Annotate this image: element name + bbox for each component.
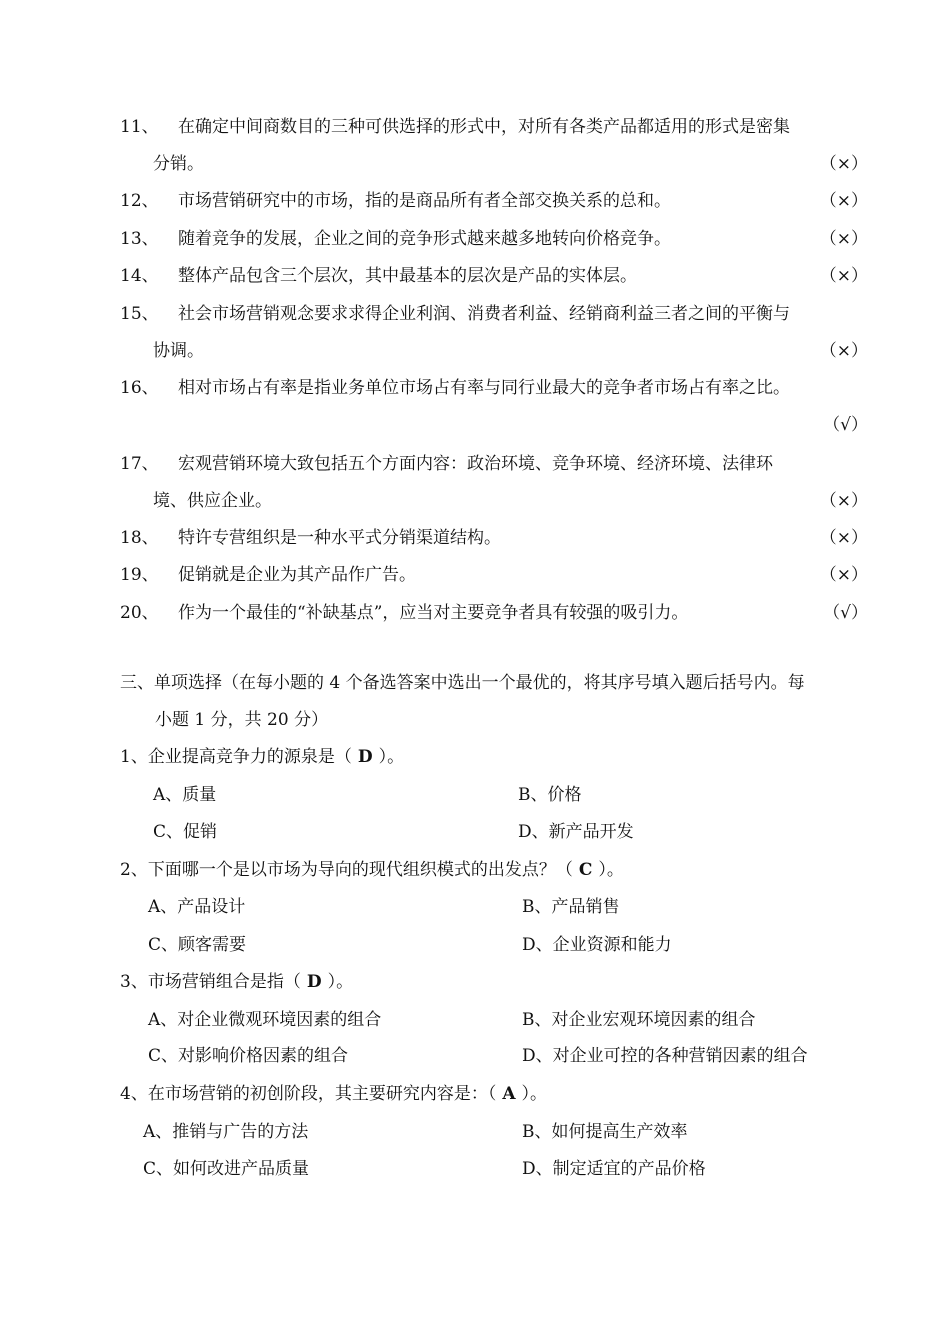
statement-text: 在确定中间商数目的三种可供选择的形式中，对所有各类产品都适用的形式是密集 — [178, 117, 790, 137]
statement-text: 相对市场占有率是指业务单位市场占有率与同行业最大的竞争者市场占有率之比。 — [178, 378, 790, 398]
answer-letter: D — [357, 747, 373, 767]
answer-mark: （√） — [823, 415, 868, 435]
option-b: B、对企业宏观环境因素的组合 — [522, 1010, 756, 1030]
option-d: D、制定适宜的产品价格 — [522, 1159, 706, 1179]
question-stem — [120, 971, 353, 993]
item-number: 13、 — [120, 229, 159, 249]
statement-text: 协调。 — [153, 341, 204, 361]
option-d: D、企业资源和能力 — [522, 935, 672, 955]
option-c: C、促销 — [153, 822, 218, 842]
statement-text: 境、供应企业。 — [153, 491, 272, 511]
item-number: 17、 — [120, 454, 159, 474]
item-number: 15、 — [120, 304, 159, 324]
statement-text: 社会市场营销观念要求求得企业利润、消费者利益、经销商利益三者之间的平衡与 — [178, 304, 790, 324]
section-title: 三、单项选择（在每小题的 4 个备选答案中选出一个最优的，将其序号填入题后括号内。每 — [120, 673, 805, 693]
statement-text: 特许专营组织是一种水平式分销渠道结构。 — [178, 528, 501, 548]
answer-letter: A — [502, 1084, 516, 1104]
item-number: 11、 — [120, 117, 159, 137]
question-suffix: ）。 — [327, 972, 354, 992]
answer-mark: （×） — [819, 491, 868, 511]
answer-letter: D — [306, 972, 322, 992]
option-c: C、如何改进产品质量 — [143, 1159, 310, 1179]
question-suffix: ）。 — [378, 747, 405, 767]
answer-mark: （×） — [819, 154, 868, 174]
question-suffix: ）。 — [521, 1084, 548, 1104]
option-d: D、对企业可控的各种营销因素的组合 — [522, 1046, 808, 1066]
item-number: 16、 — [120, 378, 159, 398]
option-a: A、对企业微观环境因素的组合 — [148, 1010, 382, 1030]
question-stem — [120, 746, 404, 768]
answer-mark: （×） — [819, 229, 868, 249]
option-c: C、对影响价格因素的组合 — [148, 1046, 349, 1066]
statement-text: 分销。 — [153, 154, 204, 174]
question-stem — [120, 859, 624, 881]
option-b: B、价格 — [518, 785, 582, 805]
question-prefix: 4、在市场营销的初创阶段，其主要研究内容是：（ — [120, 1084, 497, 1104]
option-b: B、产品销售 — [522, 897, 620, 917]
item-number: 18、 — [120, 528, 159, 548]
option-b: B、如何提高生产效率 — [522, 1122, 688, 1142]
question-prefix: 2、下面哪一个是以市场为导向的现代组织模式的出发点？（ — [120, 860, 573, 880]
statement-text: 随着竞争的发展，企业之间的竞争形式越来越多地转向价格竞争。 — [178, 229, 671, 249]
question-suffix: ）。 — [598, 860, 624, 880]
statement-text: 促销就是企业为其产品作广告。 — [178, 565, 416, 585]
item-number: 20、 — [120, 603, 159, 623]
statement-text: 宏观营销环境大致包括五个方面内容：政治环境、竞争环境、经济环境、法律环 — [178, 454, 773, 474]
answer-mark: （×） — [819, 191, 868, 211]
answer-mark: （×） — [819, 565, 868, 585]
answer-mark: （√） — [823, 603, 868, 623]
question-prefix: 3、市场营销组合是指（ — [120, 972, 301, 992]
item-number: 14、 — [120, 266, 159, 286]
answer-mark: （×） — [819, 266, 868, 286]
option-a: A、产品设计 — [148, 897, 246, 917]
option-a: A、质量 — [153, 785, 217, 805]
statement-text: 作为一个最佳的“补缺基点”，应当对主要竞争者具有较强的吸引力。 — [178, 603, 689, 623]
item-number: 19、 — [120, 565, 159, 585]
option-c: C、顾客需要 — [148, 935, 247, 955]
answer-mark: （×） — [819, 341, 868, 361]
option-d: D、新产品开发 — [518, 822, 634, 842]
statement-text: 市场营销研究中的市场，指的是商品所有者全部交换关系的总和。 — [178, 191, 671, 211]
section-title-continuation: 小题 1 分，共 20 分） — [155, 710, 329, 730]
item-number: 12、 — [120, 191, 159, 211]
statement-text: 整体产品包含三个层次，其中最基本的层次是产品的实体层。 — [178, 266, 637, 286]
question-prefix: 1、企业提高竞争力的源泉是（ — [120, 747, 352, 767]
option-a: A、推销与广告的方法 — [143, 1122, 309, 1142]
answer-letter: C — [578, 860, 593, 880]
answer-mark: （×） — [819, 528, 868, 548]
question-stem — [120, 1083, 547, 1105]
